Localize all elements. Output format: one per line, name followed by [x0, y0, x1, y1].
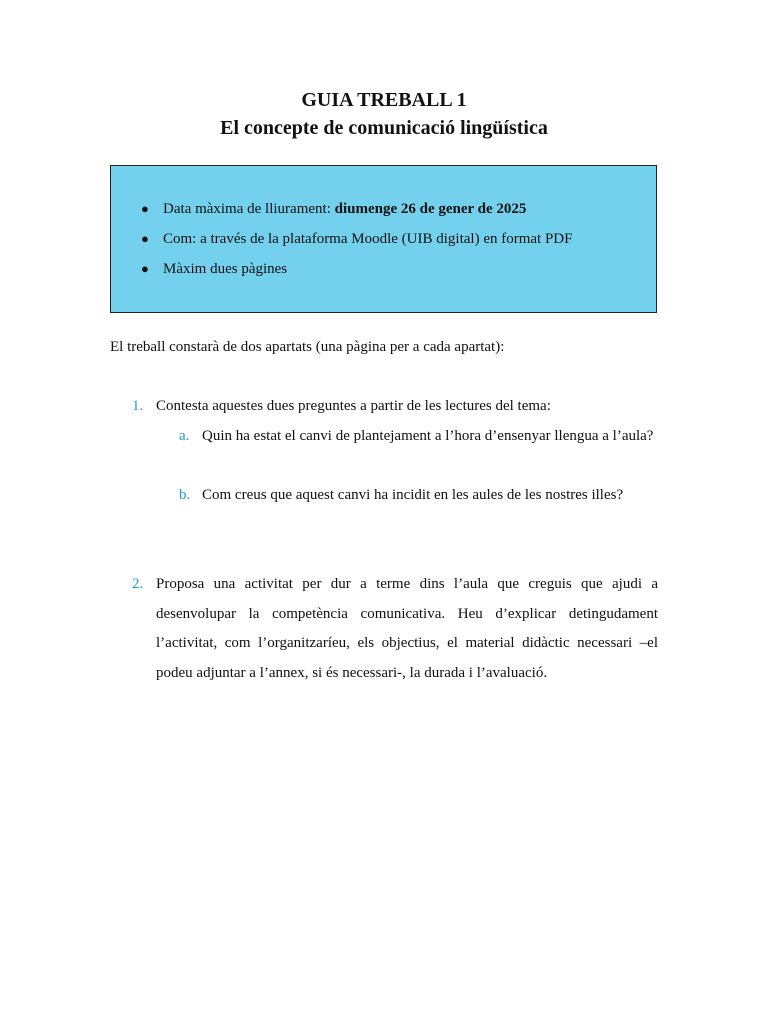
info-item-value: diumenge 26 de gener de 2025 [334, 201, 527, 217]
info-item-label: Data màxima de lliurament: [163, 201, 335, 217]
subitem-b-text: Com creus que aquest canvi ha incidit en les aules de les nostres illes? [202, 487, 624, 503]
list-letter: a. [179, 428, 190, 444]
info-item-length [141, 254, 572, 284]
section-1-text: Contesta aquestes dues preguntes a partir de les lectures del tema: [156, 398, 551, 414]
list-number: 1. [132, 398, 144, 414]
info-item-method [141, 224, 572, 254]
info-box [110, 165, 657, 313]
info-item-label: Com: a través de la plataforma Moodle (UIB digital) en format PDF [163, 231, 573, 247]
list-letter: b. [179, 487, 191, 503]
section-2-text: Proposa una activitat per dur a terme dins l’aula que creguis que ajudi a desenvolupar la competència comunicativa. Heu d’explicar detingudament l’activitat, com l’organitzaríeu, els objectius, el material didàctic necessari –el podeu adjuntar a l’annex, si és necessari-, la durada i l’avaluació. [156, 576, 658, 681]
document-title [0, 86, 768, 142]
subitem-a-text: Quin ha estat el canvi de plantejament a l’hora d’ensenyar llengua a l’aula? [202, 428, 654, 444]
title-line-1: GUIA TREBALL 1 [301, 89, 467, 111]
title-line-2: El concepte de comunicació lingüística [220, 117, 548, 139]
bullet-icon: ● [141, 231, 149, 246]
info-item-label: Màxim dues pàgines [163, 261, 288, 277]
bullet-icon: ● [141, 261, 149, 276]
bullet-icon: ● [141, 201, 149, 216]
info-item-deadline [141, 194, 572, 224]
intro-paragraph: El treball constarà de dos apartats (una pàgina per a cada apartat): [110, 339, 505, 355]
info-list [141, 194, 572, 284]
list-number: 2. [132, 576, 144, 592]
